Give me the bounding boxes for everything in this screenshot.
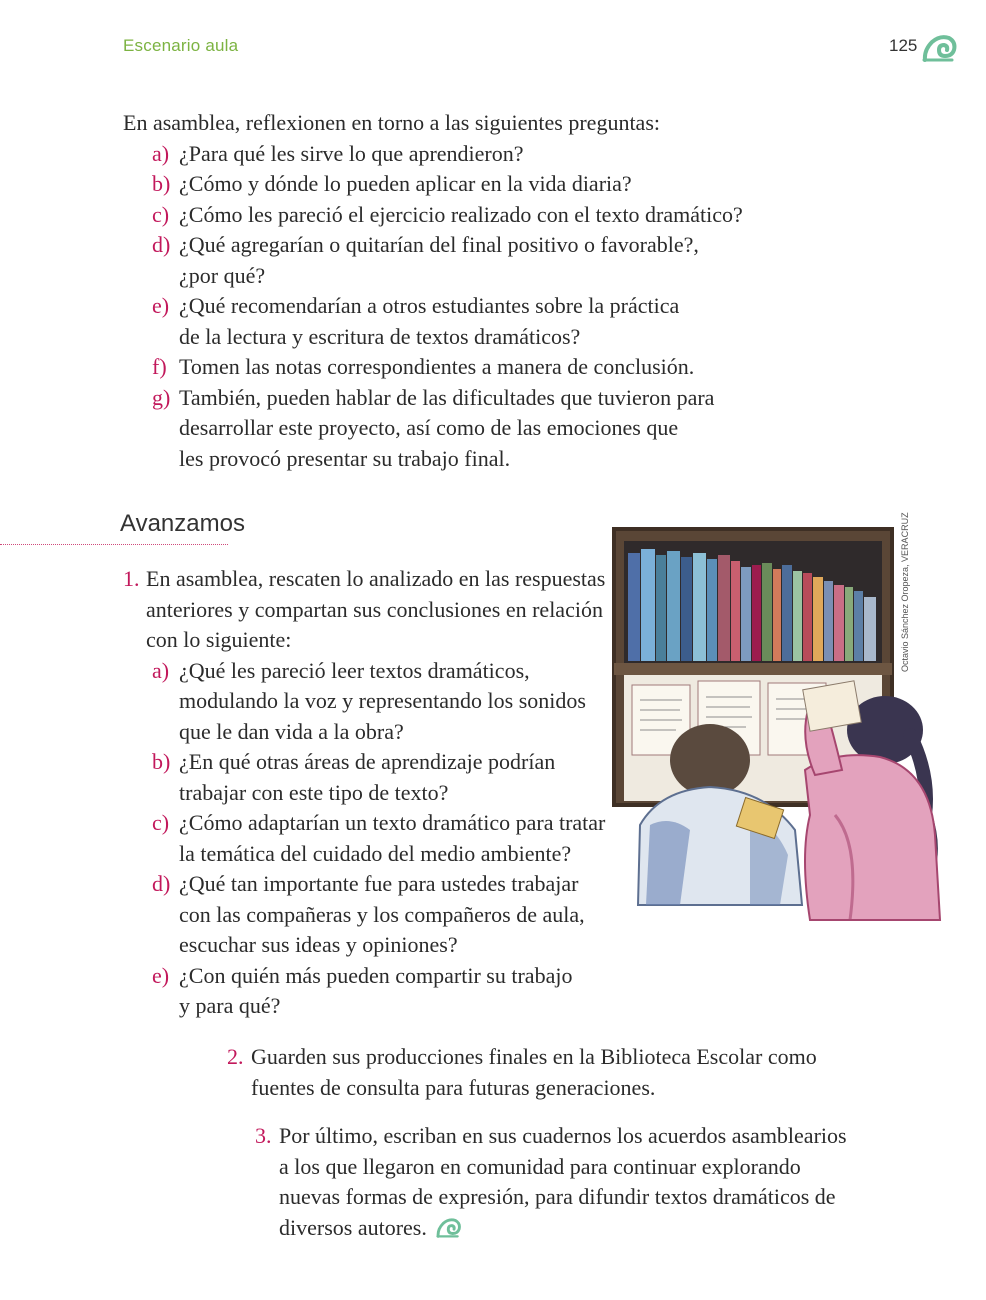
list-item: a) ¿Para qué les sirve lo que aprendieron?	[152, 140, 524, 166]
step-1: 1. En asamblea, rescaten lo analizado en las respuestas anteriores y compartan sus conclusiones en relación con lo siguiente: a) ¿Qué les pareció leer textos dramáticos, modulando la voz y representando los sonidos que le dan vida a la obra? b) ¿En qué otras áreas de aprendizaje podrían trabajar con este tipo de texto? c) ¿Cómo adaptarían un texto dramático para tratar la temática del cuidado del medio ambiente? d) ¿Qué tan importante fue para ustedes trabajar con las compañeras y los compañeros de aula, escuchar sus ideas y opiniones? e) ¿Con quién más pueden compartir su trabajo y para qué?	[146, 564, 605, 1022]
step-1-question-list	[152, 656, 606, 1022]
list-item: d) ¿Qué tan importante fue para ustedes trabajar con las compañeras y los compañeros de aula, escuchar sus ideas y opiniones?	[152, 871, 585, 957]
step-number: 1.	[123, 566, 140, 591]
page-number: 125	[889, 36, 918, 55]
snail-spiral-icon	[436, 1216, 462, 1238]
step-3: 3. Por último, escriban en sus cuadernos los acuerdos asamblearios a los que llegaron en comunidad para continuar explorando nuevas formas de expresión, para difundir textos dramáticos de diversos autores.	[255, 1123, 847, 1240]
step-2: 2. Guarden sus producciones finales en la Biblioteca Escolar como fuentes de consulta para futuras generaciones.	[227, 1044, 817, 1100]
list-item: b) ¿Cómo y dónde lo pueden aplicar en la vida diaria?	[152, 171, 632, 196]
section-divider	[0, 544, 228, 545]
running-header-section: Escenario aula	[123, 36, 239, 55]
list-item: a) ¿Qué les pareció leer textos dramáticos, modulando la voz y representando los sonidos que le dan vida a la obra?	[152, 657, 586, 744]
snail-spiral-icon	[922, 32, 958, 62]
intro-block	[123, 108, 743, 474]
list-item: e) ¿Qué recomendarían a otros estudiantes sobre la práctica de la lectura y escritura de textos dramáticos?	[152, 293, 680, 349]
list-item: c) ¿Cómo adaptarían un texto dramático para tratar la temática del cuidado del medio ambiente?	[152, 810, 606, 866]
section-title: Avanzamos	[120, 510, 245, 537]
intro-prompt: En asamblea, reflexionen en torno a las siguientes preguntas:	[123, 110, 660, 135]
list-item: d) ¿Qué agregarían o quitarían del final positivo o favorable?, ¿por qué?	[152, 232, 699, 288]
list-item: e) ¿Con quién más pueden compartir su trabajo y para qué?	[152, 962, 573, 1018]
list-item: b) ¿En qué otras áreas de aprendizaje podrían trabajar con este tipo de texto?	[152, 749, 556, 805]
step-number: 3.	[255, 1123, 272, 1148]
list-item: c) ¿Cómo les pareció el ejercicio realizado con el texto dramático?	[152, 201, 743, 227]
students-at-bookshelf-illustration	[610, 525, 960, 930]
list-item: g) También, pueden hablar de las dificultades que tuvieron para desarrollar este proyecto, así como de las emociones que les provocó presentar su trabajo final.	[152, 384, 715, 471]
list-item: f) Tomen las notas correspondientes a manera de conclusión.	[152, 354, 695, 379]
illustration-credit: Octavio Sánchez Oropeza, VERACRUZ	[900, 512, 910, 672]
intro-question-list	[152, 139, 743, 475]
step-number: 2.	[227, 1044, 244, 1069]
